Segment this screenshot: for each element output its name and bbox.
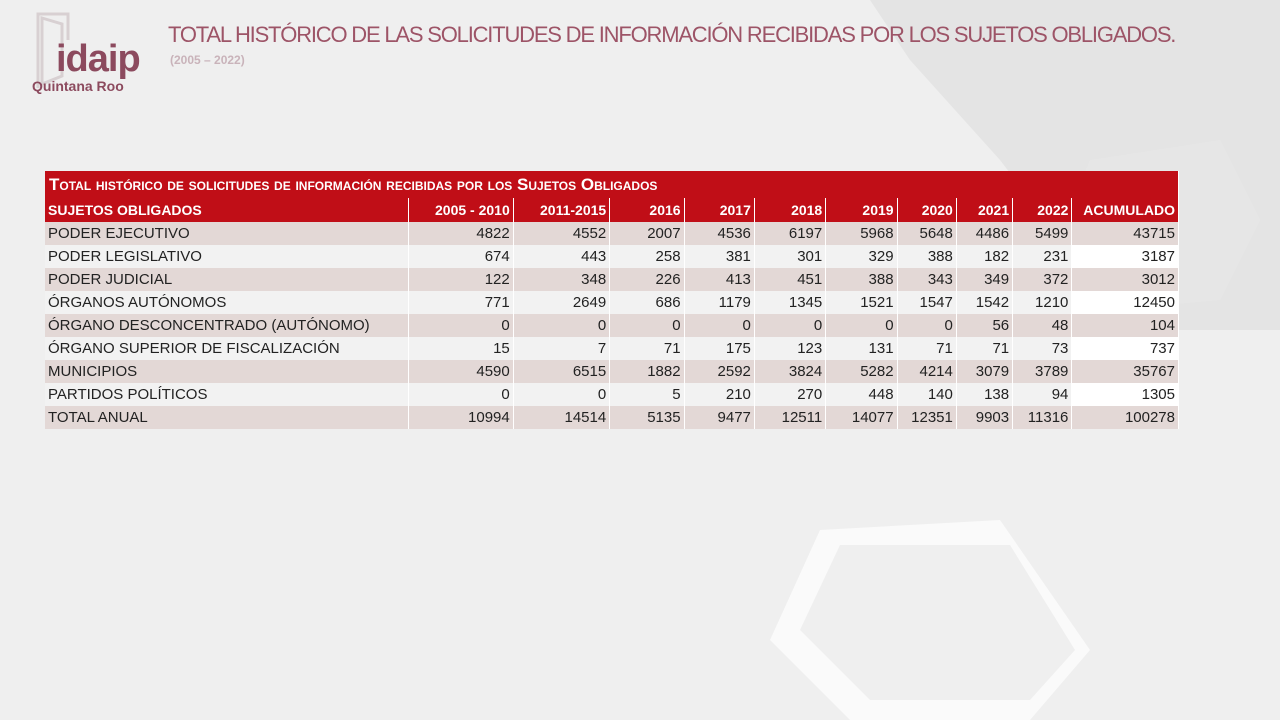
table-cell: 686 bbox=[610, 291, 684, 314]
row-label: PARTIDOS POLÍTICOS bbox=[45, 383, 409, 406]
logo-text: idaip bbox=[56, 38, 140, 80]
table-cell: 0 bbox=[513, 383, 609, 406]
row-label: ÓRGANO DESCONCENTRADO (AUTÓNOMO) bbox=[45, 314, 409, 337]
table-cell: 451 bbox=[754, 268, 825, 291]
table-cell: 448 bbox=[826, 383, 897, 406]
table-cell: 1521 bbox=[826, 291, 897, 314]
row-label: ÓRGANO SUPERIOR DE FISCALIZACIÓN bbox=[45, 337, 409, 360]
page-title: TOTAL HISTÓRICO DE LAS SOLICITUDES DE INFORMACIÓN RECIBIDAS POR LOS SUJETOS OBLIGADOS. bbox=[168, 22, 1176, 47]
table-cell: 12511 bbox=[754, 406, 825, 429]
requests-table bbox=[45, 171, 1179, 429]
table-cell: 9477 bbox=[684, 406, 754, 429]
table-cell: 1547 bbox=[897, 291, 956, 314]
table-cell: 5135 bbox=[610, 406, 684, 429]
logo-subtext: Quintana Roo bbox=[32, 78, 124, 94]
table-cell: 6515 bbox=[513, 360, 609, 383]
table-cell: 140 bbox=[897, 383, 956, 406]
table-cell: 5648 bbox=[897, 222, 956, 245]
table-cell: 100278 bbox=[1072, 406, 1179, 429]
table-cell: 737 bbox=[1072, 337, 1179, 360]
table-row bbox=[45, 268, 1179, 291]
table-cell: 0 bbox=[754, 314, 825, 337]
column-header: SUJETOS OBLIGADOS bbox=[45, 198, 409, 222]
table-cell: 3789 bbox=[1013, 360, 1072, 383]
table-cell: 0 bbox=[826, 314, 897, 337]
column-header: 2011-2015 bbox=[513, 198, 609, 222]
table-row bbox=[45, 360, 1179, 383]
table-cell: 71 bbox=[610, 337, 684, 360]
table-cell: 6197 bbox=[754, 222, 825, 245]
row-label: PODER LEGISLATIVO bbox=[45, 245, 409, 268]
column-header: 2022 bbox=[1013, 198, 1072, 222]
table-cell: 5 bbox=[610, 383, 684, 406]
page-subtitle: (2005 – 2022) bbox=[170, 53, 245, 67]
column-header: ACUMULADO bbox=[1072, 198, 1179, 222]
column-header: 2019 bbox=[826, 198, 897, 222]
table-row bbox=[45, 337, 1179, 360]
table-row bbox=[45, 222, 1179, 245]
table-cell: 104 bbox=[1072, 314, 1179, 337]
table-cell: 1210 bbox=[1013, 291, 1072, 314]
table-cell: 210 bbox=[684, 383, 754, 406]
table-cell: 4486 bbox=[956, 222, 1012, 245]
row-label: ÓRGANOS AUTÓNOMOS bbox=[45, 291, 409, 314]
table-cell: 413 bbox=[684, 268, 754, 291]
table-cell: 56 bbox=[956, 314, 1012, 337]
table-cell: 329 bbox=[826, 245, 897, 268]
table-cell: 2007 bbox=[610, 222, 684, 245]
table-caption: Total histórico de solicitudes de información recibidas por los Sujetos Obligados bbox=[45, 171, 1179, 198]
table-cell: 2592 bbox=[684, 360, 754, 383]
table-cell: 258 bbox=[610, 245, 684, 268]
table-cell: 2649 bbox=[513, 291, 609, 314]
table-row bbox=[45, 291, 1179, 314]
table-cell: 674 bbox=[409, 245, 514, 268]
table-cell: 4552 bbox=[513, 222, 609, 245]
table-cell: 35767 bbox=[1072, 360, 1179, 383]
table-cell: 9903 bbox=[956, 406, 1012, 429]
table-cell: 94 bbox=[1013, 383, 1072, 406]
table-cell: 1882 bbox=[610, 360, 684, 383]
table-cell: 182 bbox=[956, 245, 1012, 268]
table-cell: 0 bbox=[409, 314, 514, 337]
table-cell: 343 bbox=[897, 268, 956, 291]
table-row bbox=[45, 245, 1179, 268]
table-cell: 388 bbox=[897, 245, 956, 268]
table-cell: 71 bbox=[897, 337, 956, 360]
table-cell: 5968 bbox=[826, 222, 897, 245]
table-cell: 1542 bbox=[956, 291, 1012, 314]
row-label: TOTAL ANUAL bbox=[45, 406, 409, 429]
table-cell: 175 bbox=[684, 337, 754, 360]
table-cell: 5499 bbox=[1013, 222, 1072, 245]
table-cell: 12450 bbox=[1072, 291, 1179, 314]
table-cell: 10994 bbox=[409, 406, 514, 429]
table-cell: 771 bbox=[409, 291, 514, 314]
table-cell: 4590 bbox=[409, 360, 514, 383]
table-cell: 443 bbox=[513, 245, 609, 268]
table-cell: 3079 bbox=[956, 360, 1012, 383]
table-cell: 1305 bbox=[1072, 383, 1179, 406]
column-header: 2017 bbox=[684, 198, 754, 222]
row-label: PODER JUDICIAL bbox=[45, 268, 409, 291]
table-cell: 349 bbox=[956, 268, 1012, 291]
table-row bbox=[45, 406, 1179, 429]
table-cell: 7 bbox=[513, 337, 609, 360]
table-cell: 0 bbox=[684, 314, 754, 337]
table-cell: 3187 bbox=[1072, 245, 1179, 268]
column-header: 2005 - 2010 bbox=[409, 198, 514, 222]
table-cell: 43715 bbox=[1072, 222, 1179, 245]
table-cell: 4822 bbox=[409, 222, 514, 245]
table-cell: 122 bbox=[409, 268, 514, 291]
row-label: PODER EJECUTIVO bbox=[45, 222, 409, 245]
table-cell: 12351 bbox=[897, 406, 956, 429]
column-header: 2018 bbox=[754, 198, 825, 222]
table-cell: 0 bbox=[897, 314, 956, 337]
table-cell: 381 bbox=[684, 245, 754, 268]
table-cell: 0 bbox=[610, 314, 684, 337]
table-cell: 0 bbox=[513, 314, 609, 337]
table-cell: 270 bbox=[754, 383, 825, 406]
table-cell: 1179 bbox=[684, 291, 754, 314]
table-cell: 14514 bbox=[513, 406, 609, 429]
table-cell: 1345 bbox=[754, 291, 825, 314]
table-cell: 14077 bbox=[826, 406, 897, 429]
table-cell: 301 bbox=[754, 245, 825, 268]
table-cell: 11316 bbox=[1013, 406, 1072, 429]
table-cell: 4214 bbox=[897, 360, 956, 383]
table-cell: 131 bbox=[826, 337, 897, 360]
table-cell: 372 bbox=[1013, 268, 1072, 291]
table-cell: 123 bbox=[754, 337, 825, 360]
table-cell: 48 bbox=[1013, 314, 1072, 337]
column-header: 2020 bbox=[897, 198, 956, 222]
table-cell: 73 bbox=[1013, 337, 1072, 360]
table-cell: 226 bbox=[610, 268, 684, 291]
table-cell: 231 bbox=[1013, 245, 1072, 268]
table-cell: 138 bbox=[956, 383, 1012, 406]
table-cell: 3012 bbox=[1072, 268, 1179, 291]
column-header: 2016 bbox=[610, 198, 684, 222]
row-label: MUNICIPIOS bbox=[45, 360, 409, 383]
table-cell: 348 bbox=[513, 268, 609, 291]
table-cell: 3824 bbox=[754, 360, 825, 383]
table-cell: 0 bbox=[409, 383, 514, 406]
table-row bbox=[45, 314, 1179, 337]
table-row bbox=[45, 383, 1179, 406]
column-header: 2021 bbox=[956, 198, 1012, 222]
table-cell: 4536 bbox=[684, 222, 754, 245]
table-cell: 388 bbox=[826, 268, 897, 291]
table-cell: 71 bbox=[956, 337, 1012, 360]
table-cell: 5282 bbox=[826, 360, 897, 383]
table-cell: 15 bbox=[409, 337, 514, 360]
